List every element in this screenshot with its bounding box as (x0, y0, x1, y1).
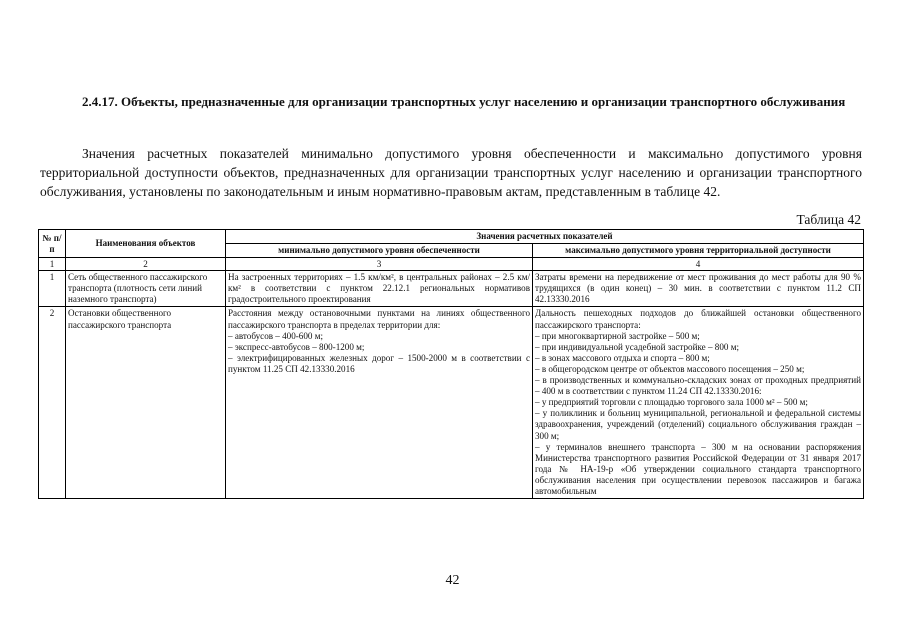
header-indicator-values: Значения расчетных показателей (226, 230, 864, 244)
column-index: 1 (39, 258, 66, 271)
page-number: 42 (445, 573, 460, 588)
row-number: 2 (39, 307, 66, 499)
header-max-accessibility: максимально допустимого уровня территориальной доступности (533, 244, 864, 258)
column-index-row (39, 258, 864, 271)
max-accessibility-line: Дальность пешеходных подходов до ближайшей остановки общественного пассажирского транспорта: (535, 308, 861, 330)
section-title: Объекты, предназначенные для организации транспортных услуг населению и организации транспортного обслуживания (121, 94, 846, 109)
section-number: 2.4.17. (82, 94, 118, 109)
max-accessibility-value (533, 307, 864, 499)
table-row (39, 271, 864, 307)
min-level-line: – электрифицированных железных дорог – 1500-2000 м в соответствии с пунктом 11.25 СП 42.13330.2016 (228, 352, 530, 374)
intro-paragraph: Значения расчетных показателей минимально допустимого уровня обеспеченности и максимально допустимого уровня территориальной доступности объектов, предназначенных для организации транспортных услуг населению и организации транспортного обслуживания, установлены по законодательным и иным нормативно-правовым актам, представленным в таблице 42. (40, 146, 862, 199)
min-level-value: На застроенных территориях – 1.5 км/км², в центральных районах – 2.5 км/км² в соответствии с пунктом 22.12.1 региональных нормативов градостроительного проектирования (226, 271, 533, 307)
max-accessibility-line: – в производственных и коммунально-складских зонах от проходных предприятий – 400 м в соответствии с пунктом 11.24 СП 42.13330.2016: (535, 375, 861, 397)
max-accessibility-line: – при многоквартирной застройке – 500 м; (535, 330, 700, 341)
header-min-level: минимально допустимого уровня обеспеченности (226, 244, 533, 258)
column-index: 2 (66, 258, 226, 271)
max-accessibility-line: – в зонах массового отдыха и спорта – 800 м; (535, 352, 710, 363)
header-object-name: Наименования объектов (66, 230, 226, 258)
column-index: 3 (226, 258, 533, 271)
table-caption: Таблица 42 (796, 212, 861, 227)
max-accessibility-line: – у поликлиник и больниц муниципальной, региональной и федеральной системы здравоохранения, учреждений (отделений) социального обслуживания граждан – 300 м; (535, 408, 861, 441)
min-level-value (226, 307, 533, 499)
min-level-line: Расстояния между остановочными пунктами на линиях общественного пассажирского транспорта в пределах территории для: (228, 308, 530, 330)
object-name: Остановки общественного пассажирского транспорта (66, 307, 226, 499)
max-accessibility-line: – у предприятий торговли с площадью торгового зала 1000 м² – 500 м; (535, 397, 808, 408)
table-row (39, 307, 864, 499)
min-level-line: – экспресс-автобусов – 800-1200 м; (228, 341, 365, 352)
min-level-line: – автобусов – 400-600 м; (228, 330, 323, 341)
section-heading (40, 93, 862, 110)
max-accessibility-line: – в общегородском центре от объектов массового посещения – 250 м; (535, 363, 805, 374)
row-number: 1 (39, 271, 66, 307)
max-accessibility-value: Затраты времени на передвижение от мест проживания до мест работы для 90 % трудящихся (в один конец) – 30 мин. в соответствии с пунктом 11.2 СП 42.13330.2016 (533, 271, 864, 307)
indicators-table (38, 229, 864, 499)
max-accessibility-line: – при индивидуальной усадебной застройке – 800 м; (535, 341, 739, 352)
max-accessibility-line: – у терминалов внешнего транспорта – 300 м на основании распоряжения Министерства транспортного развития Российской Федерации от 31 января 2017 года № НА-19-р «Об утверждении социального стандарта транспортного обслуживания населения при осуществлении перевозок пассажиров и багажа автомобильным (535, 441, 861, 496)
object-name: Сеть общественного пассажирского транспорта (плотность сети линий наземного транспорта) (66, 271, 226, 307)
column-index: 4 (533, 258, 864, 271)
header-number: № п/п (39, 230, 66, 258)
